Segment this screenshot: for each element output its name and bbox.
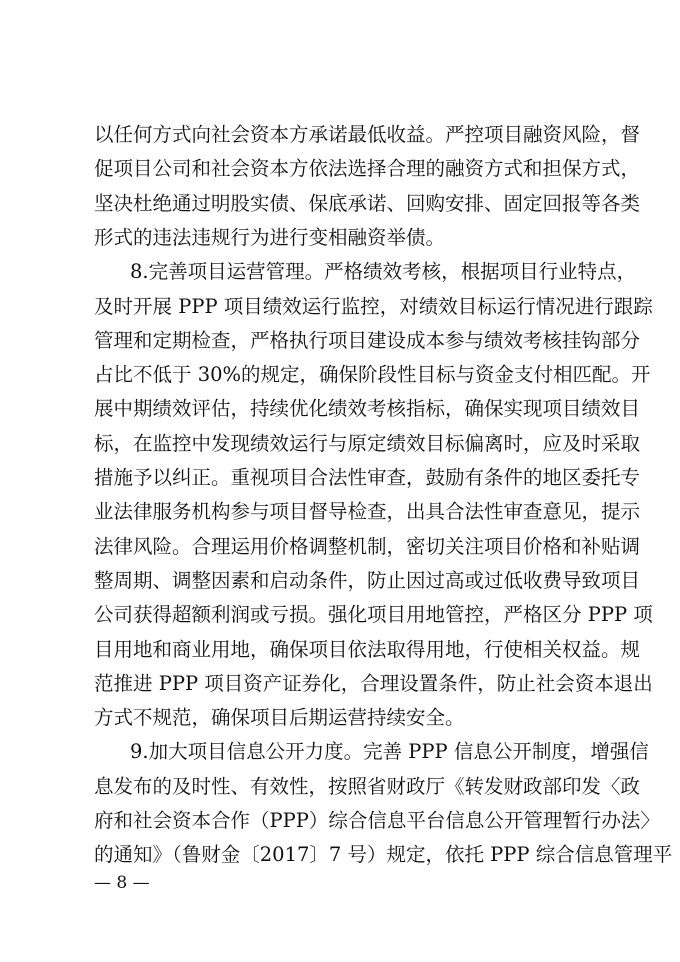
text-line: 范推进 PPP 项目资产证券化，合理设置条件，防止社会资本退出 [94,671,653,695]
text-line: 促项目公司和社会资本方依法选择合理的融资方式和担保方式， [94,157,641,181]
text-line: 息发布的及时性、有效性，按照省财政厅《转发财政部印发〈政 [94,774,641,798]
text-line: 的通知》（鲁财金〔2017〕7 号）规定，依托 PPP 综合信息管理平 [94,843,673,867]
text-line: 法律风险。合理运用价格调整机制，密切关注项目价格和补贴调 [94,534,641,558]
text-line: 目用地和商业用地，确保项目依法取得用地，行使相关权益。规 [94,637,641,661]
text-line: 府和社会资本合作（PPP）综合信息平台信息公开管理暂行办法〉 [94,809,660,832]
paragraph-9-heading-line: 9.加大项目信息公开力度。完善 PPP 信息公开制度，增强信 [130,740,649,764]
text-line: 以任何方式向社会资本方承诺最低收益。严控项目融资风险，督 [94,123,641,146]
text-line: 公司获得超额利润或亏损。强化项目用地管控，严格区分 PPP 项 [94,603,653,627]
text-line: 坚决杜绝通过明股实债、保底承诺、回购安排、固定回报等各类 [94,191,641,215]
text-line: 业法律服务机构参与项目督导检查，出具合法性审查意见，提示 [94,500,641,524]
text-line: 方式不规范，确保项目后期运营持续安全。 [94,706,465,730]
paragraph-8-heading-line: 8.完善项目运营管理。严格绩效考核，根据项目行业特点， [130,260,637,284]
text-line: 展中期绩效评估，持续优化绩效考核指标，确保实现项目绩效目 [94,397,641,421]
text-line: 措施予以纠正。重视项目合法性审查，鼓励有条件的地区委托专 [94,466,641,489]
text-line: 形式的违法违规行为进行变相融资举债。 [94,225,446,249]
page-number: — 8 — [94,873,150,893]
text-line: 标，在监控中发现绩效运行与原定绩效目标偏离时，应及时采取 [94,431,641,455]
text-line: 管理和定期检查，严格执行项目建设成本参与绩效考核挂钩部分 [94,328,641,352]
text-line: 整周期、调整因素和启动条件，防止因过高或过低收费导致项目 [94,568,641,592]
text-line: 及时开展 PPP 项目绩效运行监控，对绩效目标运行情况进行跟踪 [94,294,653,318]
text-line: 占比不低于 30%的规定，确保阶段性目标与资金支付相匹配。开 [94,363,651,387]
